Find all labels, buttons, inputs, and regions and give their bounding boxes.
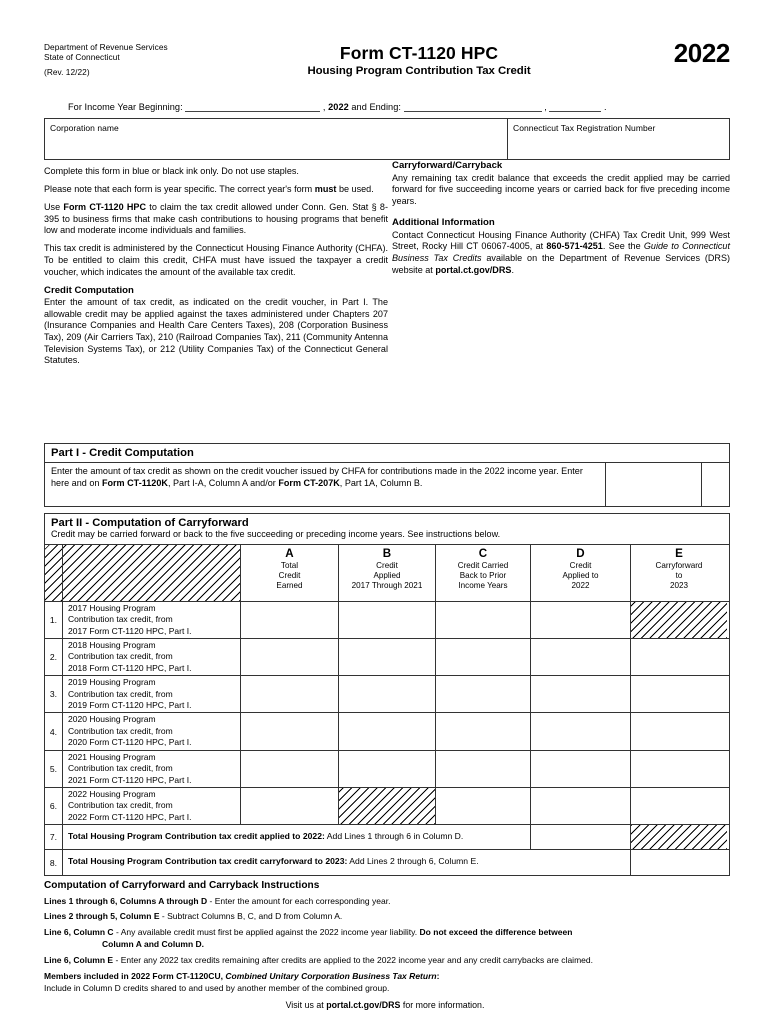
column-header-b [339,545,436,601]
row-description [63,788,241,824]
row-desc-line3: 2017 Form CT-1120 HPC, Part I. [68,625,192,636]
column-b-line1: Credit [376,560,398,570]
instruction-lines-2-5 [44,911,734,922]
revision-label: (Rev. 12/22) [44,67,90,78]
use-form-a: Use [44,202,64,213]
part-1-section [44,443,730,507]
additional-b: . See the [602,241,644,252]
instruction-members-detail: Include in Column D credits shared to and used by another member of the combined group. [44,983,390,994]
instruction-1-rest: - Enter the amount for each corresponding year. [207,895,391,906]
additional-a: Contact Connecticut Housing Finance Authority (CHFA) Tax Credit Unit, 999 West Street, Rocky Hill CT 06067-4005, at [392,229,730,252]
part-2-heading-block [45,514,729,545]
income-year-comma-1: , [322,102,326,112]
column-d-line1: Credit [569,560,592,570]
form-title: Form CT-1120 HPC [339,43,499,63]
row-number: 4. [45,713,63,749]
row-desc-line2: Contribution tax credit, from [68,725,173,736]
paragraph-use-form [44,202,388,237]
column-b-line3: 2017 Through 2021 [351,580,423,590]
row-desc-line2: Contribution tax credit, from [68,763,173,774]
cell-row1-col-e-hatched [631,602,727,638]
agency-line-1: Department of Revenue Services [44,42,168,52]
row-desc-line1: 2017 Housing Program [68,602,156,613]
cell-row1-col-b[interactable] [339,602,436,638]
cell-row3-col-c[interactable] [436,676,531,712]
part-1-text-c: , Part I-A, Column A and/or [167,477,279,488]
carryforward-instructions [44,880,734,999]
income-year-end-year-field[interactable] [549,103,601,112]
use-form-c: to claim the tax credit allowed under Conn. Gen. Stat § 8-395 to business firms that make cash contributions to housing programs that benefit low and moderate income individuals and families. [44,202,388,236]
cell-row5-col-b[interactable] [339,751,436,787]
table-row [45,602,729,639]
cell-row2-col-e[interactable] [631,639,727,675]
row-desc-line3: 2019 Form CT-1120 HPC, Part I. [68,700,192,711]
column-e-line1: Carryforward [655,560,703,570]
row-number: 7. [45,825,63,849]
income-year-period: . [604,102,607,112]
row7-bold-label: Total Housing Program Contribution tax credit applied to 2022: [68,831,325,842]
part-1-text-a: Enter the amount of tax credit as shown on the credit voucher issued by CHFA for contributions made in the 2022 income year. Enter here and on [51,466,583,488]
paragraph-year-specific [44,184,388,196]
part-2-section [44,513,730,876]
row-description [63,676,241,712]
row8-bold-label: Total Housing Program Contribution tax credit carryforward to 2023: [68,856,348,867]
part-1-description [45,463,606,506]
column-header-c [436,545,531,601]
row-desc-line3: 2018 Form CT-1120 HPC, Part I. [68,662,192,673]
cell-row3-col-b[interactable] [339,676,436,712]
footer-pre: Visit us at [285,1000,327,1010]
carryforward-body: Any remaining tax credit balance that exceeds the credit applied may be carried forward for five succeeding income years or carried back for five preceding income years. [392,172,730,206]
header-stub-hatched [45,545,241,601]
title-block [224,43,614,79]
cell-row2-col-b[interactable] [339,639,436,675]
row-desc-line1: 2021 Housing Program [68,751,156,762]
additional-information-heading: Additional Information [392,217,495,229]
paragraph-ink-instructions: Complete this form in blue or black ink only. Do not use staples. [44,166,299,176]
table-row [45,713,729,750]
income-year-comma-2: , [544,102,547,112]
cell-row4-col-b[interactable] [339,713,436,749]
row-description [63,713,241,749]
income-year-end-field[interactable] [404,103,542,112]
column-header-e [631,545,727,601]
row-desc-line1: 2020 Housing Program [68,714,156,725]
row-desc-line1: 2022 Housing Program [68,788,156,799]
column-header-d [531,545,631,601]
footer-post: for more information. [400,1000,485,1010]
registration-number-label: Connecticut Tax Registration Number [513,123,656,133]
row-number: 6. [45,788,63,824]
cell-row5-col-a[interactable] [241,751,339,787]
column-header-a [241,545,339,601]
registration-number-field[interactable] [508,119,729,159]
drs-website: portal.ct.gov/DRS [435,264,512,275]
part-2-subheading: Credit may be carried forward or back to the five succeeding or preceding income years. See instructions below. [51,529,501,539]
guide-title: Guide to Connecticut Business Tax Credits [392,241,730,263]
row-number: 8. [45,850,63,875]
column-c-line3: Income Years [458,580,508,590]
cell-row8-col-e[interactable] [631,850,727,875]
cell-row7-col-e-hatched [631,825,727,849]
income-year-begin-label: For Income Year Beginning: [68,102,183,112]
part-1-row [45,463,729,506]
cell-row7-col-d[interactable] [531,825,631,849]
taxpayer-identification-box [44,118,730,160]
part-1-text-e: , Part 1A, Column B. [339,477,423,488]
column-a-line1: Total [280,560,299,570]
cell-row2-col-c[interactable] [436,639,531,675]
column-letter-e: E [675,546,683,560]
cell-row1-col-d[interactable] [531,602,631,638]
row-desc-line1: 2018 Housing Program [68,639,156,650]
row-description [63,751,241,787]
agency-block [44,42,168,78]
part-2-outer-border [44,513,730,876]
table-row-total-carryforward [45,850,729,875]
row-desc-line2: Contribution tax credit, from [68,800,173,811]
year-specific-must: must [314,184,337,195]
cell-row6-col-d[interactable] [531,788,631,824]
row-description [63,639,241,675]
carryforward-heading: Carryforward/Carryback [392,160,503,171]
form-ct207k-ref: Form CT-207K [278,477,340,488]
part-2-heading: Part II - Computation of Carryforward [51,517,249,529]
column-d-line3: 2022 [571,580,590,590]
income-year-value: 2022 [328,102,349,112]
row-desc-line1: 2019 Housing Program [68,677,156,688]
part-1-outer-border [44,443,730,507]
tax-year: 2022 [673,38,730,68]
row-desc-line3: 2021 Form CT-1120 HPC, Part I. [68,774,192,785]
paragraph-chfa-administration: This tax credit is administered by the Connecticut Housing Finance Authority (CHFA). To be entitled to claim this credit, CHFA must have issued the taxpayer a credit voucher, which indicates the amount of the available tax credit. [44,243,388,277]
instruction-3-indent: Column A and Column D. [102,939,205,950]
cell-row5-col-d[interactable] [531,751,631,787]
column-letter-d: D [576,546,585,560]
column-letter-b: B [382,546,392,560]
left-instructions-column [44,166,388,367]
cell-row6-col-b-hatched [339,788,436,824]
row-desc-line2: Contribution tax credit, from [68,614,173,624]
column-letter-a: A [285,546,294,560]
instruction-5-bold: Members included in 2022 Form CT-1120CU, [44,970,223,981]
cell-row2-col-a[interactable] [241,639,339,675]
cell-row4-col-a[interactable] [241,713,339,749]
footer-visit-line [0,1000,770,1010]
additional-information-body [392,230,730,276]
agency-line-2: State of Connecticut [44,52,120,63]
instruction-1-bold: Lines 1 through 6, Columns A through D [44,895,208,906]
table-row-total-applied [45,825,729,850]
row-number: 2. [45,639,63,675]
cell-row1-col-c[interactable] [436,602,531,638]
column-a-line2: Credit [278,570,301,580]
cell-row6-col-a[interactable] [241,788,339,824]
column-c-line1: Credit Carried [457,560,509,570]
cell-row5-col-e[interactable] [631,751,727,787]
form-ct1120k-ref: Form CT-1120K [101,477,168,488]
income-year-line [68,102,607,112]
instruction-3-bold: Line 6, Column C [44,927,114,938]
cell-row2-col-d[interactable] [531,639,631,675]
instruction-members-combined [44,971,734,982]
cell-row4-col-e[interactable] [631,713,727,749]
credit-computation-heading: Credit Computation [44,284,134,296]
chfa-phone-number: 860-571-4251 [546,241,603,252]
footer-website[interactable]: portal.ct.gov/DRS [326,1000,401,1010]
cell-row5-col-c[interactable] [436,751,531,787]
part-1-amount-dollars-input[interactable] [606,463,702,506]
year-specific-c: be used. [336,184,374,195]
table-row [45,639,729,676]
row-description [63,602,241,638]
row7-rest-label: Add Lines 1 through 6 in Column D. [324,831,464,842]
table-row [45,676,729,713]
income-year-ending-label: and Ending: [351,102,401,112]
instruction-line6-col-e [44,955,734,966]
corporation-name-label: Corporation name [50,123,119,133]
header-stub-gutter [45,545,63,601]
instruction-3-rest: - Any available credit must first be applied against the 2022 income year liability. [113,927,420,938]
instruction-3-bold2: Do not exceed the difference between [419,927,573,938]
instruction-4-rest: - Enter any 2022 tax credits remaining after credits are applied to the 2022 income year and any credit carrybacks are claimed. [113,955,594,966]
corporation-name-field[interactable] [45,119,508,159]
row-desc-line2: Contribution tax credit, from [68,688,173,699]
instruction-lines-1-6 [44,896,734,907]
column-d-line2: Applied to [562,570,599,580]
cell-row6-col-c[interactable] [436,788,531,824]
instruction-5-colon: : [436,970,440,981]
instruction-line6-col-c-cont [44,939,734,950]
cell-row3-col-a[interactable] [241,676,339,712]
row-desc-line3: 2020 Form CT-1120 HPC, Part I. [68,737,192,748]
table-row [45,788,729,825]
row-number: 1. [45,602,63,638]
instruction-line6-col-c [44,927,734,938]
row-desc-line3: 2022 Form CT-1120 HPC, Part I. [68,811,192,822]
column-e-line2: to [675,570,683,580]
right-instructions-column [392,160,730,276]
row-number: 5. [45,751,63,787]
form-subtitle: Housing Program Contribution Tax Credit [307,65,531,77]
instructions-title: Computation of Carryforward and Carryback Instructions [44,880,320,891]
instruction-2-bold: Lines 2 through 5, Column E [44,911,160,922]
cell-row4-col-c[interactable] [436,713,531,749]
income-year-begin-field[interactable] [185,103,320,112]
cell-row3-col-d[interactable] [531,676,631,712]
year-specific-a: Please note that each form is year specific. The correct year's form [44,184,315,195]
additional-c: available on the Department of Revenue Services (DRS) website at [392,252,731,275]
row-number: 3. [45,676,63,712]
instruction-2-rest: - Subtract Columns B, C, and D from Column A. [159,911,343,922]
part-1-amount-cents-input[interactable] [702,463,729,506]
column-letter-c: C [478,546,488,560]
column-a-line3: Earned [276,580,303,590]
cell-row4-col-d[interactable] [531,713,631,749]
cell-row6-col-e[interactable] [631,788,727,824]
use-form-name: Form CT-1120 HPC [63,202,147,213]
part-2-column-header-row [45,545,729,602]
column-b-line2: Applied [373,570,401,580]
credit-computation-body: Enter the amount of tax credit, as indicated on the credit voucher, in Part I. The allowable credit may be applied against the taxes administered under Chapters 207 (Insurance Companies and Health Care Centers Taxes), 208 (Corporation Business Tax), 209 (Air Carriers Tax), 210 (Railroad Companies Tax), 211 (Community Antenna Television Systems Tax), or 212 (Utility Companies Tax) of the Connecticut General Statutes. [44,297,388,366]
row-desc-line2: Contribution tax credit, from [68,651,173,662]
instruction-5-italic: Combined Unitary Corporation Business Tax Return [222,970,437,981]
table-row [45,751,729,788]
part-1-heading: Part I - Credit Computation [45,444,729,463]
column-e-line3: 2023 [669,580,689,590]
additional-d: . [511,264,514,275]
column-c-line2: Back to Prior [459,570,507,580]
form-header [44,38,730,94]
instruction-4-bold: Line 6, Column E [44,955,114,966]
cell-row1-col-a[interactable] [241,602,339,638]
cell-row3-col-e[interactable] [631,676,727,712]
row8-rest-label: Add Lines 2 through 6, Column E. [347,856,479,867]
row7-description [63,825,531,849]
row8-description [63,850,631,875]
